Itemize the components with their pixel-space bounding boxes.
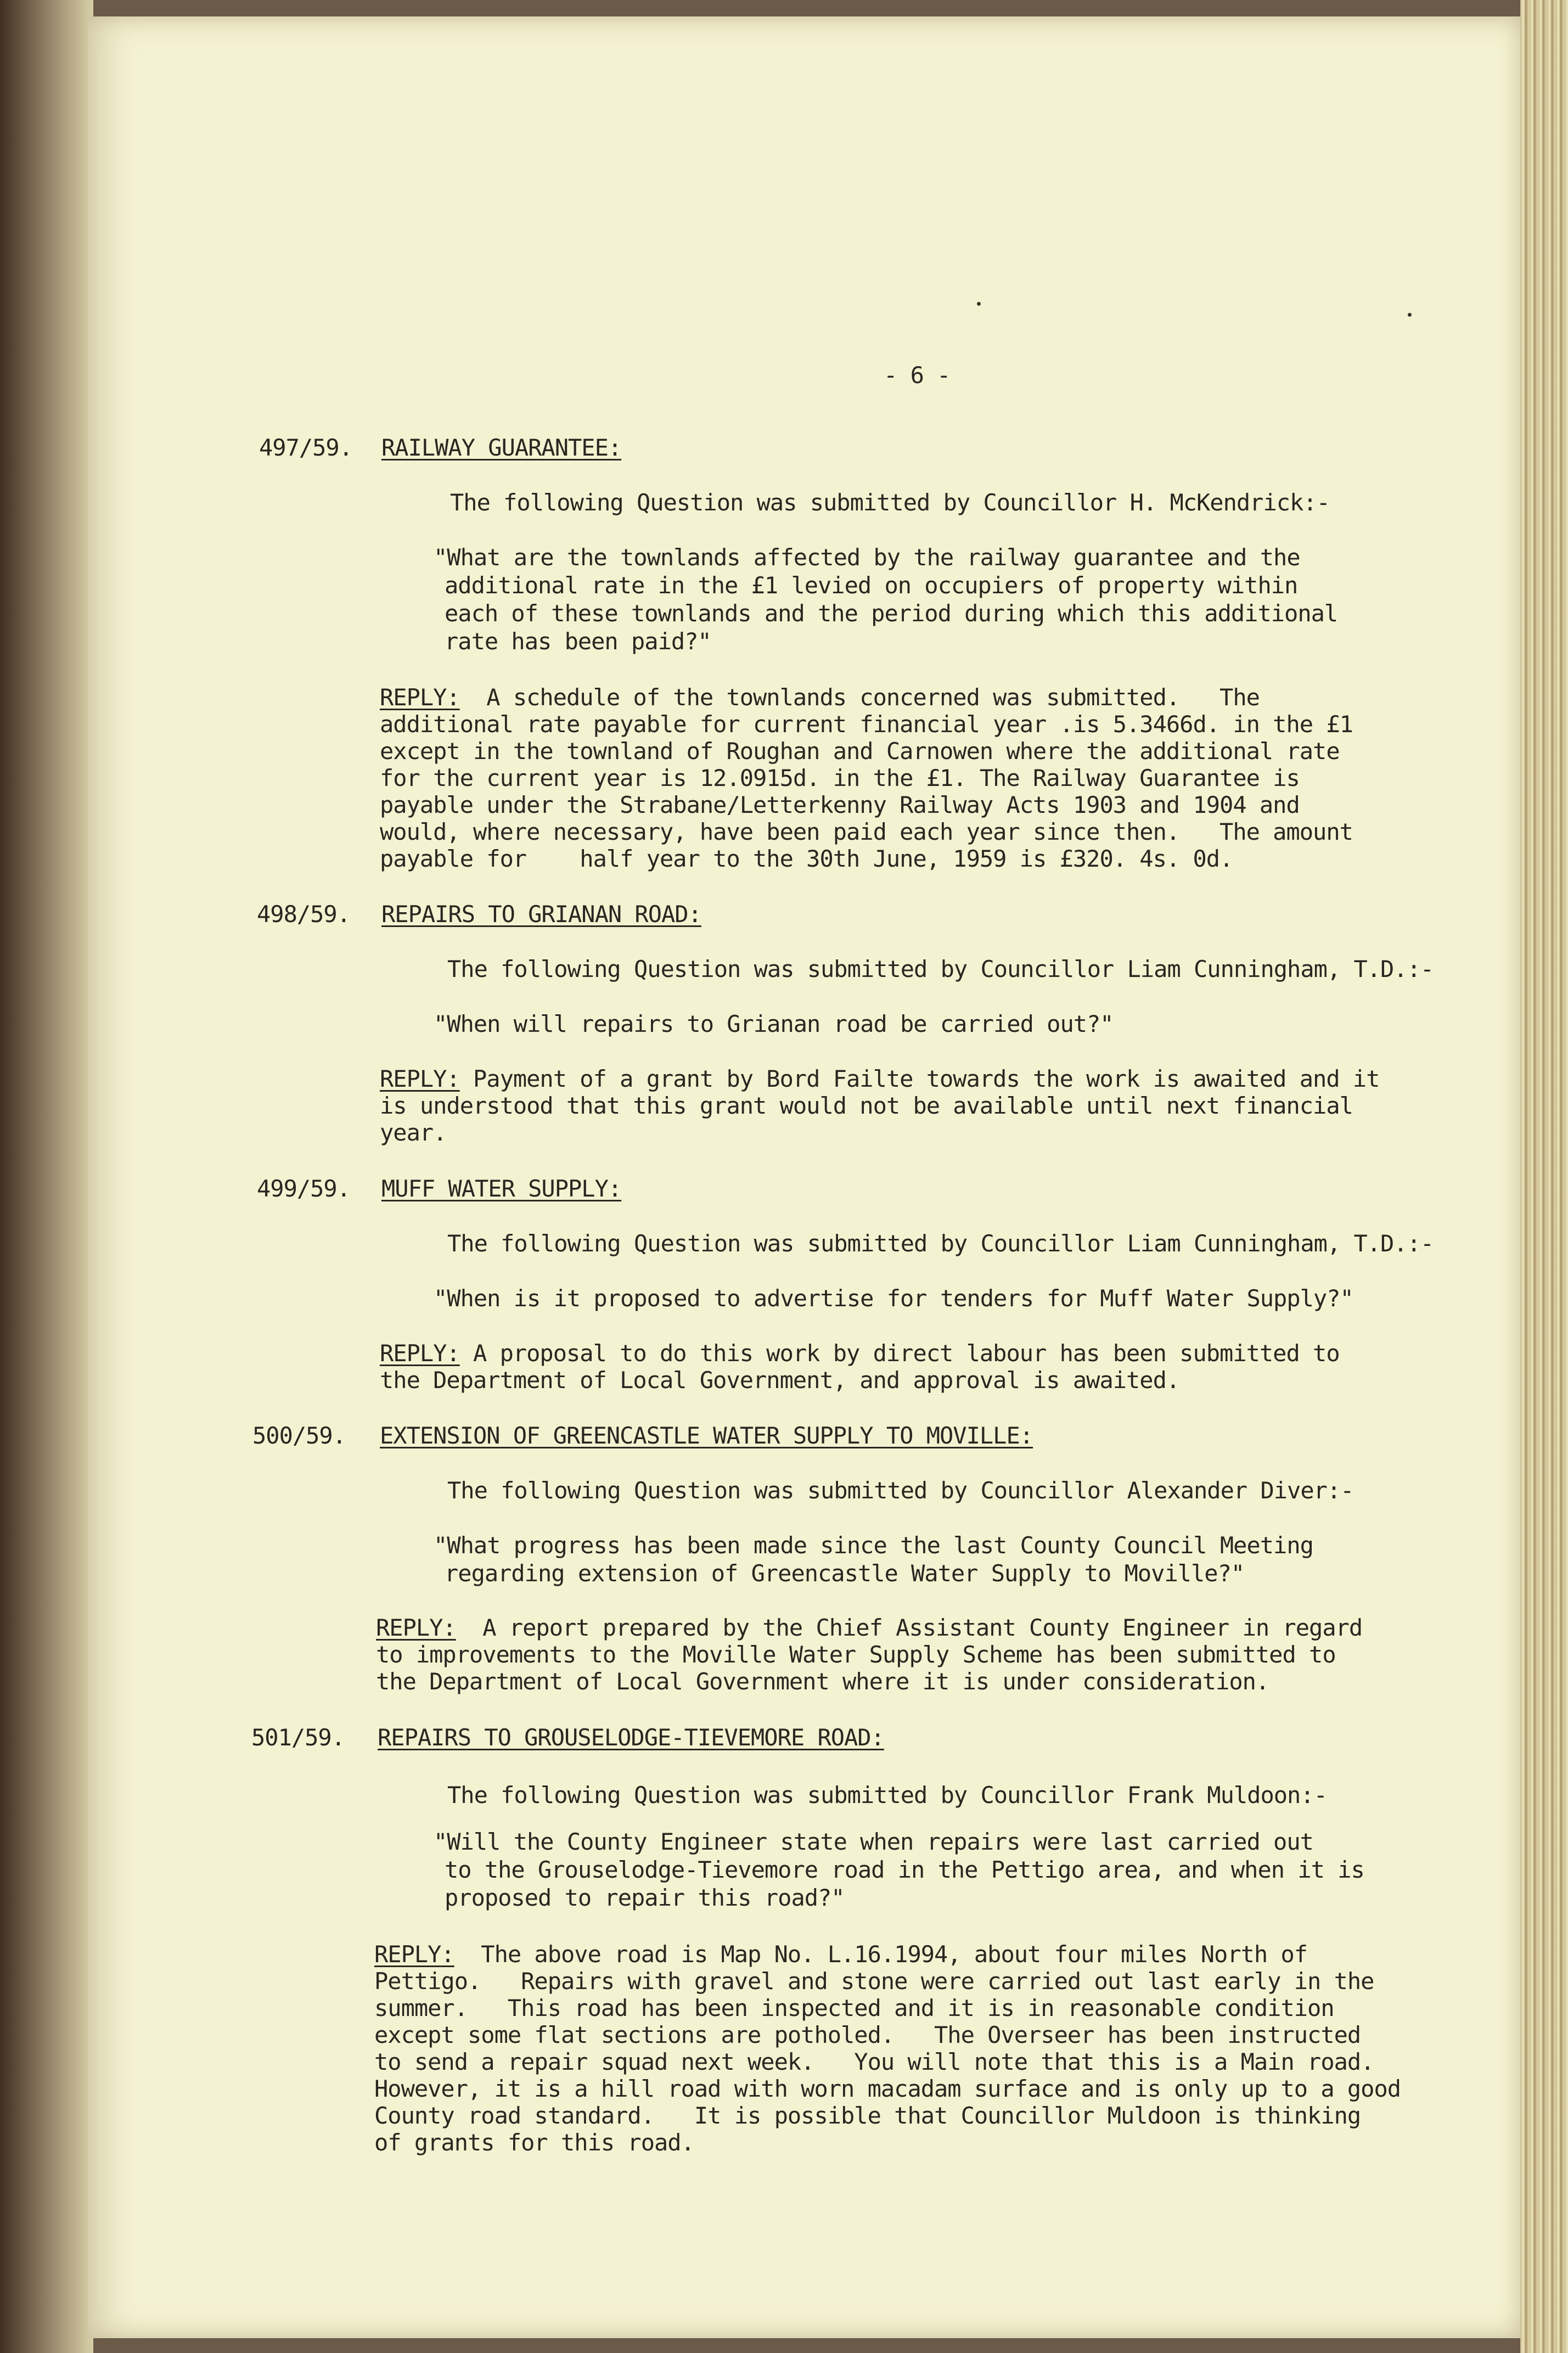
reply-line: A proposal to do this work by direct labour has been submitted to	[459, 1340, 1340, 1367]
ink-speck	[1408, 313, 1412, 317]
item-number: 497/59.	[259, 434, 353, 461]
reply-line: of grants for this road.	[374, 2129, 694, 2156]
quote-line: proposed to repair this road?"	[445, 1884, 845, 1911]
item-heading: MUFF WATER SUPPLY:	[381, 1175, 622, 1202]
reply-line: the Department of Local Government, and approval is awaited.	[380, 1367, 1180, 1394]
quote-line: "When is it proposed to advertise for tenders for Muff Water Supply?"	[434, 1285, 1353, 1312]
document-page	[88, 16, 1520, 2338]
question-intro: The following Question was submitted by Councillor Liam Cunningham, T.D.:-	[447, 956, 1434, 982]
reply-line: County road standard. It is possible that Councillor Muldoon is thinking	[374, 2102, 1361, 2129]
quote-line: "When will repairs to Grianan road be carried out?"	[434, 1010, 1114, 1037]
reply-line: except in the townland of Roughan and Carnowen where the additional rate	[380, 738, 1340, 765]
quote-line: regarding extension of Greencastle Water Supply to Moville?"	[445, 1560, 1245, 1587]
quote-line: "What progress has been made since the last County Council Meeting	[434, 1532, 1313, 1559]
item-number: 500/59.	[252, 1422, 346, 1449]
item-heading: REPAIRS TO GROUSELODGE-TIEVEMORE ROAD:	[378, 1724, 884, 1751]
item-heading: RAILWAY GUARANTEE:	[381, 434, 622, 461]
reply-line: However, it is a hill road with worn macadam surface and is only up to a good	[374, 2075, 1401, 2102]
reply-line: summer. This road has been inspected and it is in reasonable condition	[374, 1995, 1334, 2021]
reply-line: payable under the Strabane/Letterkenny Railway Acts 1903 and 1904 and	[380, 791, 1300, 818]
reply-line: to improvements to the Moville Water Supply Scheme has been submitted to	[376, 1641, 1336, 1668]
reply-line: would, where necessary, have been paid each year since then. The amount	[380, 818, 1353, 845]
reply-line: the Department of Local Government where it is under consideration.	[376, 1668, 1269, 1695]
reply-line: for the current year is 12.0915d. in the £1. The Railway Guarantee is	[380, 765, 1300, 791]
page-number: - 6 -	[884, 362, 951, 389]
reply-line: except some flat sections are potholed. The Overseer has been instructed	[374, 2021, 1361, 2048]
item-number: 501/59.	[251, 1724, 345, 1751]
quote-line: "Will the County Engineer state when repairs were last carried out	[434, 1828, 1313, 1855]
reply-line: is understood that this grant would not be available until next financial	[380, 1092, 1353, 1119]
reply-label: REPLY:	[380, 1065, 460, 1092]
item-number: 498/59.	[257, 901, 351, 928]
item-number: 499/59.	[257, 1175, 351, 1202]
reply-line: The above road is Map No. L.16.1994, about four miles North of	[454, 1941, 1308, 1968]
reply-line: year.	[380, 1119, 447, 1146]
question-intro: The following Question was submitted by Councillor H. McKendrick:-	[450, 489, 1330, 516]
quote-line: rate has been paid?"	[445, 628, 711, 655]
item-heading: REPAIRS TO GRIANAN ROAD:	[381, 901, 701, 928]
reply-line: Pettigo. Repairs with gravel and stone were carried out last early in the	[374, 1968, 1374, 1995]
reply-label: REPLY:	[380, 1340, 460, 1367]
page-edges-right	[1520, 0, 1568, 2353]
quote-line: "What are the townlands affected by the railway guarantee and the	[434, 544, 1300, 571]
item-heading: EXTENSION OF GREENCASTLE WATER SUPPLY TO MOVILLE:	[380, 1422, 1033, 1449]
quote-line: each of these townlands and the period during which this additional	[445, 600, 1338, 627]
reply-line: payable for half year to the 30th June, 1959 is £320. 4s. 0d.	[380, 845, 1233, 872]
reply-label: REPLY:	[380, 684, 460, 711]
ink-speck	[977, 302, 981, 306]
question-intro: The following Question was submitted by Councillor Frank Muldoon:-	[447, 1782, 1327, 1809]
reply-line: Payment of a grant by Bord Failte towards the work is awaited and it	[459, 1065, 1380, 1092]
quote-line: to the Grouselodge-Tievemore road in the Pettigo area, and when it is	[445, 1856, 1364, 1883]
reply-line: A report prepared by the Chief Assistant County Engineer in regard	[456, 1614, 1363, 1641]
question-intro: The following Question was submitted by Councillor Liam Cunningham, T.D.:-	[447, 1230, 1434, 1257]
question-intro: The following Question was submitted by Councillor Alexander Diver:-	[447, 1477, 1354, 1504]
book-binding-left	[0, 0, 93, 2353]
reply-line: to send a repair squad next week. You will note that this is a Main road.	[374, 2048, 1374, 2075]
reply-line: additional rate payable for current financial year .is 5.3466d. in the £1	[380, 711, 1353, 738]
reply-label: REPLY:	[374, 1941, 454, 1968]
reply-label: REPLY:	[376, 1614, 456, 1641]
quote-line: additional rate in the £1 levied on occupiers of property within	[445, 572, 1298, 599]
reply-line: A schedule of the townlands concerned was submitted. The	[459, 684, 1260, 711]
